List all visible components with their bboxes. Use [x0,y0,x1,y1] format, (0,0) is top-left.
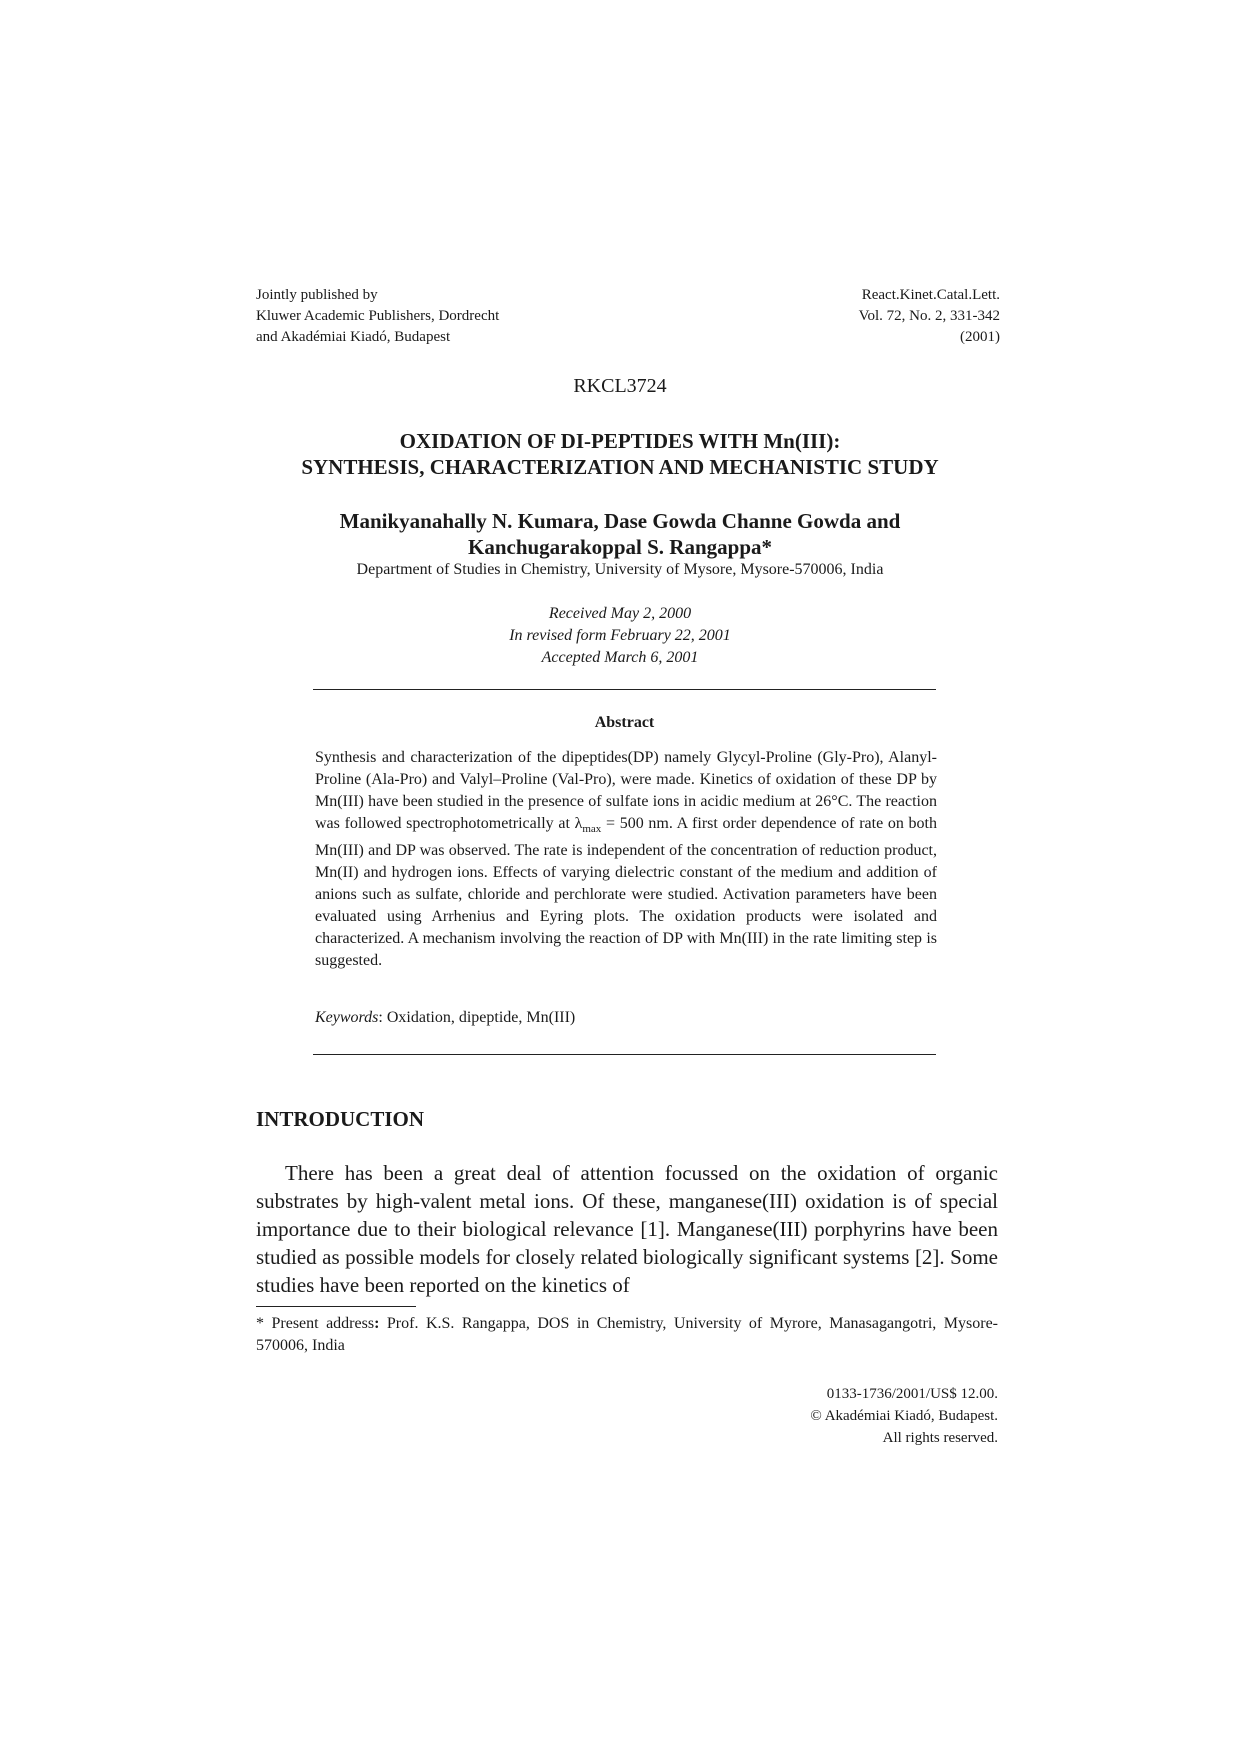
introduction-body [256,1159,998,1299]
abstract-text-part-2: = 500 nm. A first order dependence of rate on both Mn(III) and DP was observed. The rate is independent of the concentration of reduction product, Mn(II) and hydrogen ions. Effects of varying dielectric constant of the medium and addition of anions such as sulfate, chloride and perchlorate were studied. Activation parameters have been evaluated using Arrhenius and Eyring plots. The oxidation products were isolated and characterized. A mechanism involving the reaction of DP with Mn(III) in the rate limiting step is suggested. [315,815,938,970]
citation-line-1: React.Kinet.Catal.Lett. [861,287,1000,303]
journal-citation-block [700,285,1000,348]
abstract-paragraph [315,747,937,972]
footnote [256,1313,998,1357]
lambda-symbol: λ [574,815,583,832]
abstract-heading: Abstract [594,714,655,731]
publisher-line-3: and Akadémiai Kiadó, Budapest [256,329,451,345]
publication-dates [200,603,1040,669]
citation-line-3: (2001) [960,329,1000,345]
abstract-bottom-rule [313,1054,936,1055]
paper-code: RKCL3724 [573,375,667,397]
date-received: Received May 2, 2000 [548,605,692,622]
date-revised: In revised form February 22, 2001 [509,627,731,644]
abstract-text-part-1: Synthesis and characterization of the dipeptides(DP) namely Glycyl-Proline (Gly-Pro), Alanyl-Proline (Ala-Pro) and Valyl–Proline (Val-Pro), were made. Kinetics of oxidation of these DP by Mn(III) have been studied in the presence of sulfate ions in acidic medium at 26°C. The reaction was followed spectrophotometrically at [315,749,937,832]
footnote-rule [256,1306,416,1307]
abstract-top-rule [313,689,936,690]
copyright-line-2: © Akadémiai Kiadó, Budapest. [810,1408,998,1424]
author-line-1: Manikyanahally N. Kumara, Dase Gowda Channe Gowda and [339,509,901,533]
citation-line-2: Vol. 72, No. 2, 331-342 [858,308,1000,324]
journal-publisher-block [256,285,676,348]
publisher-line-2: Kluwer Academic Publishers, Dordrecht [256,308,500,324]
keywords-label: Keywords [315,1009,379,1026]
publisher-line-1: Jointly published by [256,287,378,303]
keywords-value: Oxidation, dipeptide, Mn(III) [386,1009,576,1026]
abstract-body [315,747,937,972]
footnote-marker: * [256,1315,264,1332]
introduction-paragraph: There has been a great deal of attention focussed on the oxidation of organic substrates by high-valent metal ions. Of these, manganese(III) oxidation is of special importance due to their biological relevance [1]. Manganese(III) porphyrins have been studied as possible models for closely related biologically significant systems [2]. Some studies have been reported on the kinetics of [256,1161,998,1297]
copyright-block [700,1383,998,1449]
footnote-label: Present address [264,1315,375,1332]
date-accepted: Accepted March 6, 2001 [541,649,699,666]
footnote-text: Prof. K.S. Rangappa, DOS in Chemistry, University of Myrore, Manasagangotri, Mysore-570006, India [256,1315,998,1354]
lambda-subscript: max [582,823,602,836]
affiliation: Department of Studies in Chemistry, University of Mysore, Mysore-570006, India [356,561,884,578]
copyright-line-3: All rights reserved. [882,1430,998,1446]
paper-title [200,428,1040,480]
keywords [315,1009,937,1027]
title-line-2: SYNTHESIS, CHARACTERIZATION AND MECHANISTIC STUDY [301,455,939,479]
author-list [200,508,1040,560]
keywords-separator: : [378,1009,387,1026]
footnote-colon: : [374,1315,380,1332]
introduction-heading: INTRODUCTION [256,1107,425,1131]
title-line-1: OXIDATION OF DI-PEPTIDES WITH Mn(III): [399,429,841,453]
author-line-2: Kanchugarakoppal S. Rangappa* [467,535,773,559]
copyright-line-1: 0133-1736/2001/US$ 12.00. [826,1386,998,1402]
